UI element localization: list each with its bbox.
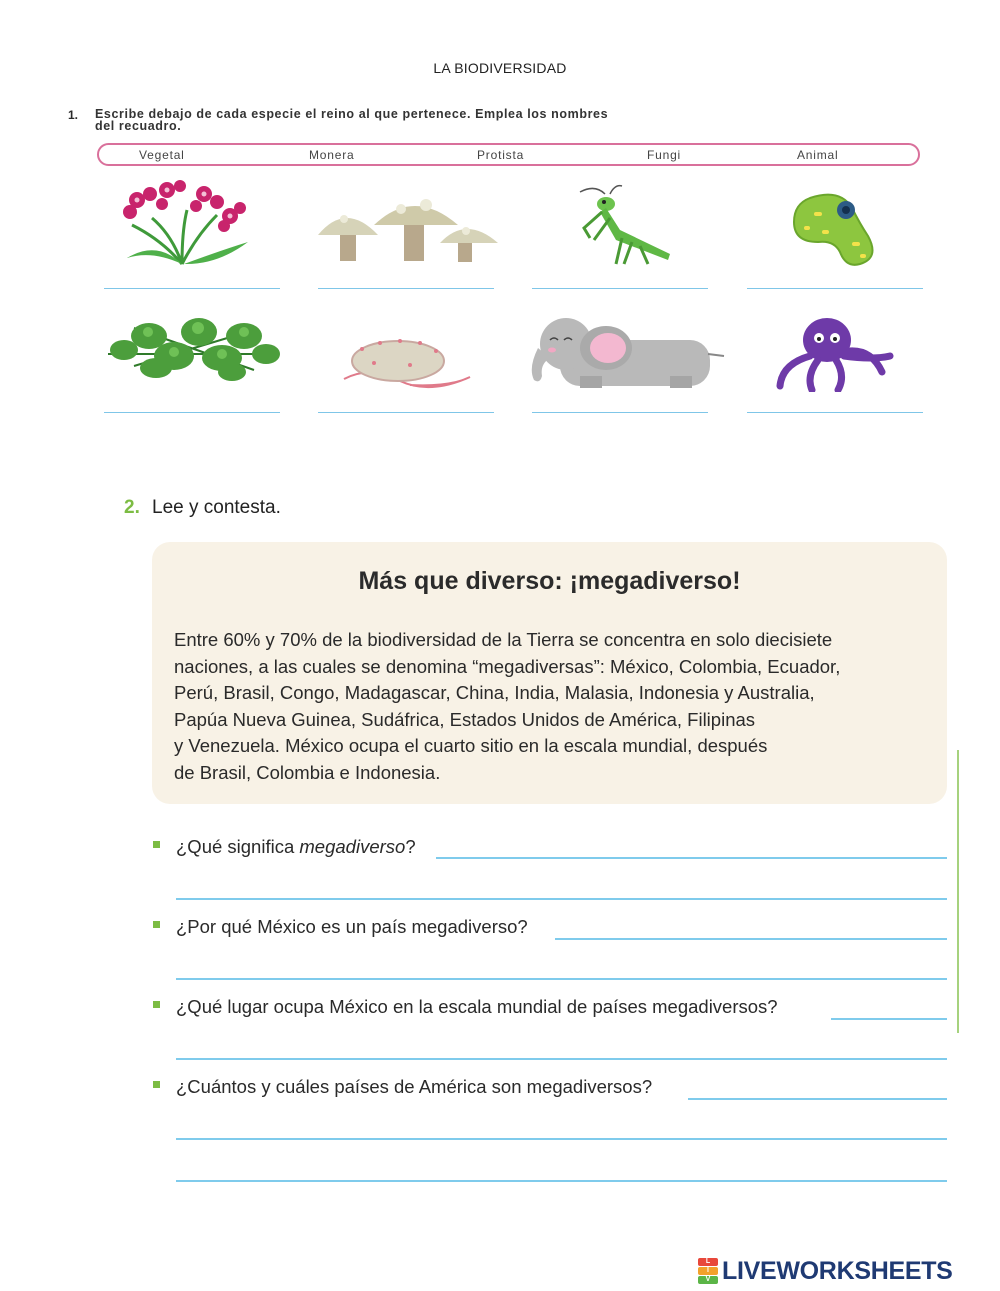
bullet-icon [153,1081,160,1088]
answer-line-2c-2[interactable] [176,1058,947,1060]
answer-slot-3[interactable] [532,288,708,289]
liveworksheets-brand [698,1257,953,1285]
question-1-line-1: Escribe debajo de cada especie el reino al que pertenece. Emplea los nombres [95,107,609,121]
question-2d: ¿Cuántos y cuáles países de América son megadiversos? [176,1076,653,1097]
kingdom-monera: Monera [309,148,355,162]
answer-slot-7[interactable] [532,412,708,413]
answer-line-2b-2[interactable] [176,978,947,980]
reading-line: Papúa Nueva Guinea, Sudáfrica, Estados Unidos de América, Filipinas [174,708,756,730]
bacteria-icon [340,335,475,389]
brand-name: LIVEWORKSHEETS [722,1256,953,1285]
answer-slot-5[interactable] [104,412,280,413]
fern-icon [104,306,282,386]
reading-line: naciones, a las cuales se denomina “megadiversas”: México, Colombia, Ecuador, [174,655,841,677]
question-2-instructions: Lee y contesta. [152,497,281,518]
protozoa-icon [790,190,880,270]
flower-icon [112,180,252,268]
answer-line-2a-1[interactable] [436,857,947,859]
answer-line-2d-1[interactable] [688,1098,947,1100]
page-title: LA BIODIVERSIDAD [433,60,567,76]
answer-line-2d-2[interactable] [176,1138,947,1140]
bullet-icon [153,921,160,928]
reading-line: y Venezuela. México ocupa el cuarto sitio en la escala mundial, después [174,735,768,756]
answer-line-2c-1[interactable] [831,1018,947,1020]
question-2a: ¿Qué significa megadiverso? [176,836,416,857]
bullet-icon [153,841,160,848]
reading-text [174,627,934,786]
question-2c: ¿Qué lugar ocupa México en la escala mundial de países megadiversos? [176,996,778,1017]
octopus-icon [772,316,894,392]
question-1-line-2: del recuadro. [95,119,182,133]
answer-slot-8[interactable] [747,412,923,413]
reading-title: Más que diverso: ¡megadiverso! [358,567,741,595]
answer-slot-2[interactable] [318,288,494,289]
decorative-divider [957,750,959,1033]
bullet-icon [153,1001,160,1008]
question-2a-italic: megadiverso [299,836,406,857]
kingdom-fungi: Fungi [647,148,682,162]
mantis-icon [560,182,678,266]
elephant-icon [520,318,725,390]
answer-slot-4[interactable] [747,288,923,289]
answer-slot-1[interactable] [104,288,280,289]
question-2b: ¿Por qué México es un país megadiverso? [176,916,528,937]
liveworksheets-logo-icon: L I V [698,1258,718,1284]
reading-line: Entre 60% y 70% de la biodiversidad de la Tierra se concentra en solo diecisiete [174,629,833,650]
mushrooms-icon [316,193,501,265]
kingdom-protista: Protista [477,148,525,162]
reading-line: Perú, Brasil, Congo, Madagascar, China, India, Malasia, Indonesia y Australia, [174,682,815,703]
kingdom-vegetal: Vegetal [139,148,185,162]
question-1-instructions [95,108,855,132]
answer-line-2b-1[interactable] [555,938,947,940]
question-1-number: 1. [68,108,79,122]
kingdom-animal: Animal [797,148,839,162]
answer-line-2d-3[interactable] [176,1180,947,1182]
reading-line: de Brasil, Colombia e Indonesia. [174,761,441,783]
answer-line-2a-2[interactable] [176,898,947,900]
kingdom-word-box [97,143,920,166]
question-2-number: 2. [124,497,140,518]
answer-slot-6[interactable] [318,412,494,413]
